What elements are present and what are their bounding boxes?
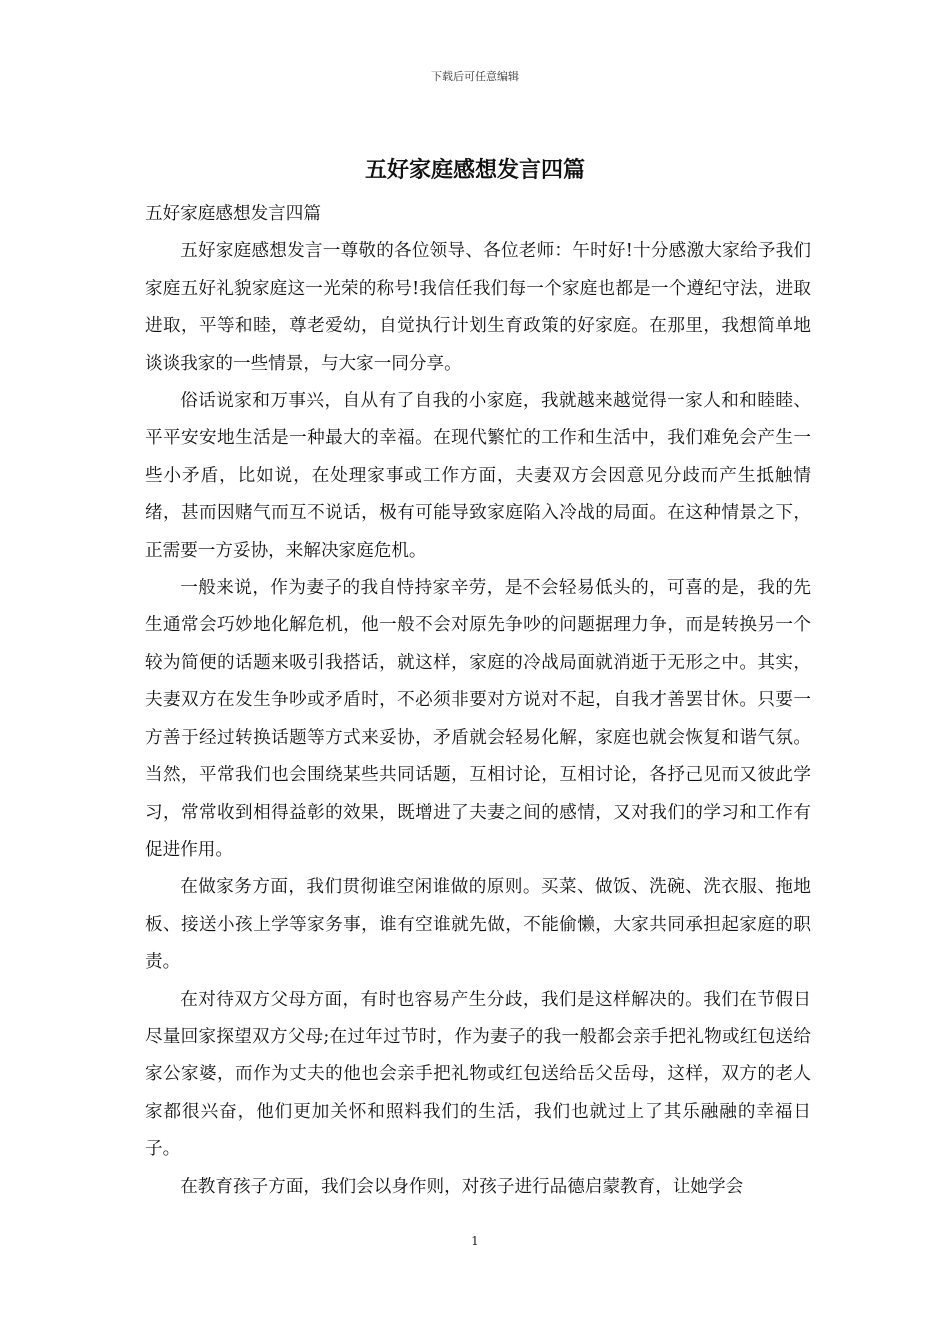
document-title: 五好家庭感想发言四篇 [364,157,585,183]
paragraph-6: 在教育孩子方面，我们会以身作则，对孩子进行品德启蒙教育，让她学会 [180,1176,744,1197]
paragraph-3: 一般来说，作为妻子的我自恃持家辛劳，是不会轻易低头的，可喜的是，我的先生通常会巧妙地化解危机，他一般不会对原先争吵的问题据理力争，而是转换另一个较为简便的话题来吸引我搭话，就这样，家庭的冷战局面就消逝于无形之中。其实，夫妻双方在发生争吵或矛盾时，不必须非要对方说对不起，自我才善罢甘休。只要一方善于经过转换话题等方式来妥协，矛盾就会轻易化解，家庭也就会恢复和谐气氛。当然，平常我们也会围绕某些共同话题，互相讨论，互相讨论，各抒己见而又彼此学习，常常收到相得益彰的效果，既增进了夫妻之间的感情，又对我们的学习和工作有促进作用。 [145,578,811,860]
header-note: 下载后可任意编辑 [431,70,519,83]
paragraph-1: 五好家庭感想发言一尊敬的各位领导、各位老师：午时好!十分感激大家给予我们家庭五好礼貌家庭这一光荣的称号!我信任我们每一个家庭也都是一个遵纪守法，进取进取，平等和睦，尊老爱幼，自觉执行计划生育政策的好家庭。在那里，我想简单地谈谈我家的一些情景，与大家一同分享。 [145,241,811,374]
document-body [145,196,811,1206]
paragraph-2: 俗话说家和万事兴，自从有了自我的小家庭，我就越来越觉得一家人和和睦睦、平平安安地生活是一种最大的幸福。在现代繁忙的工作和生活中，我们难免会产生一些小矛盾，比如说，在处理家事或工作方面，夫妻双方会因意见分歧而产生抵触情绪，甚而因赌气而互不说话，极有可能导致家庭陷入冷战的局面。在这种情景之下，正需要一方妥协，来解决家庭危机。 [145,391,811,561]
paragraph-4: 在做家务方面，我们贯彻谁空闲谁做的原则。买菜、做饭、洗碗、洗衣服、拖地板、接送小孩上学等家务事，谁有空谁就先做，不能偷懒，大家共同承担起家庭的职责。 [145,877,811,973]
document-subtitle: 五好家庭感想发言四篇 [145,204,321,224]
paragraph-5: 在对待双方父母方面，有时也容易产生分歧，我们是这样解决的。我们在节假日尽量回家探望双方父母;在过年过节时，作为妻子的我一般都会亲手把礼物或红包送给家公家婆，而作为丈夫的他也会亲手把礼物或红包送给岳父岳母，这样，双方的老人家都很兴奋，他们更加关怀和照料我们的生活，我们也就过上了其乐融融的幸福日子。 [145,989,811,1160]
page-number: 1 [471,1234,479,1248]
